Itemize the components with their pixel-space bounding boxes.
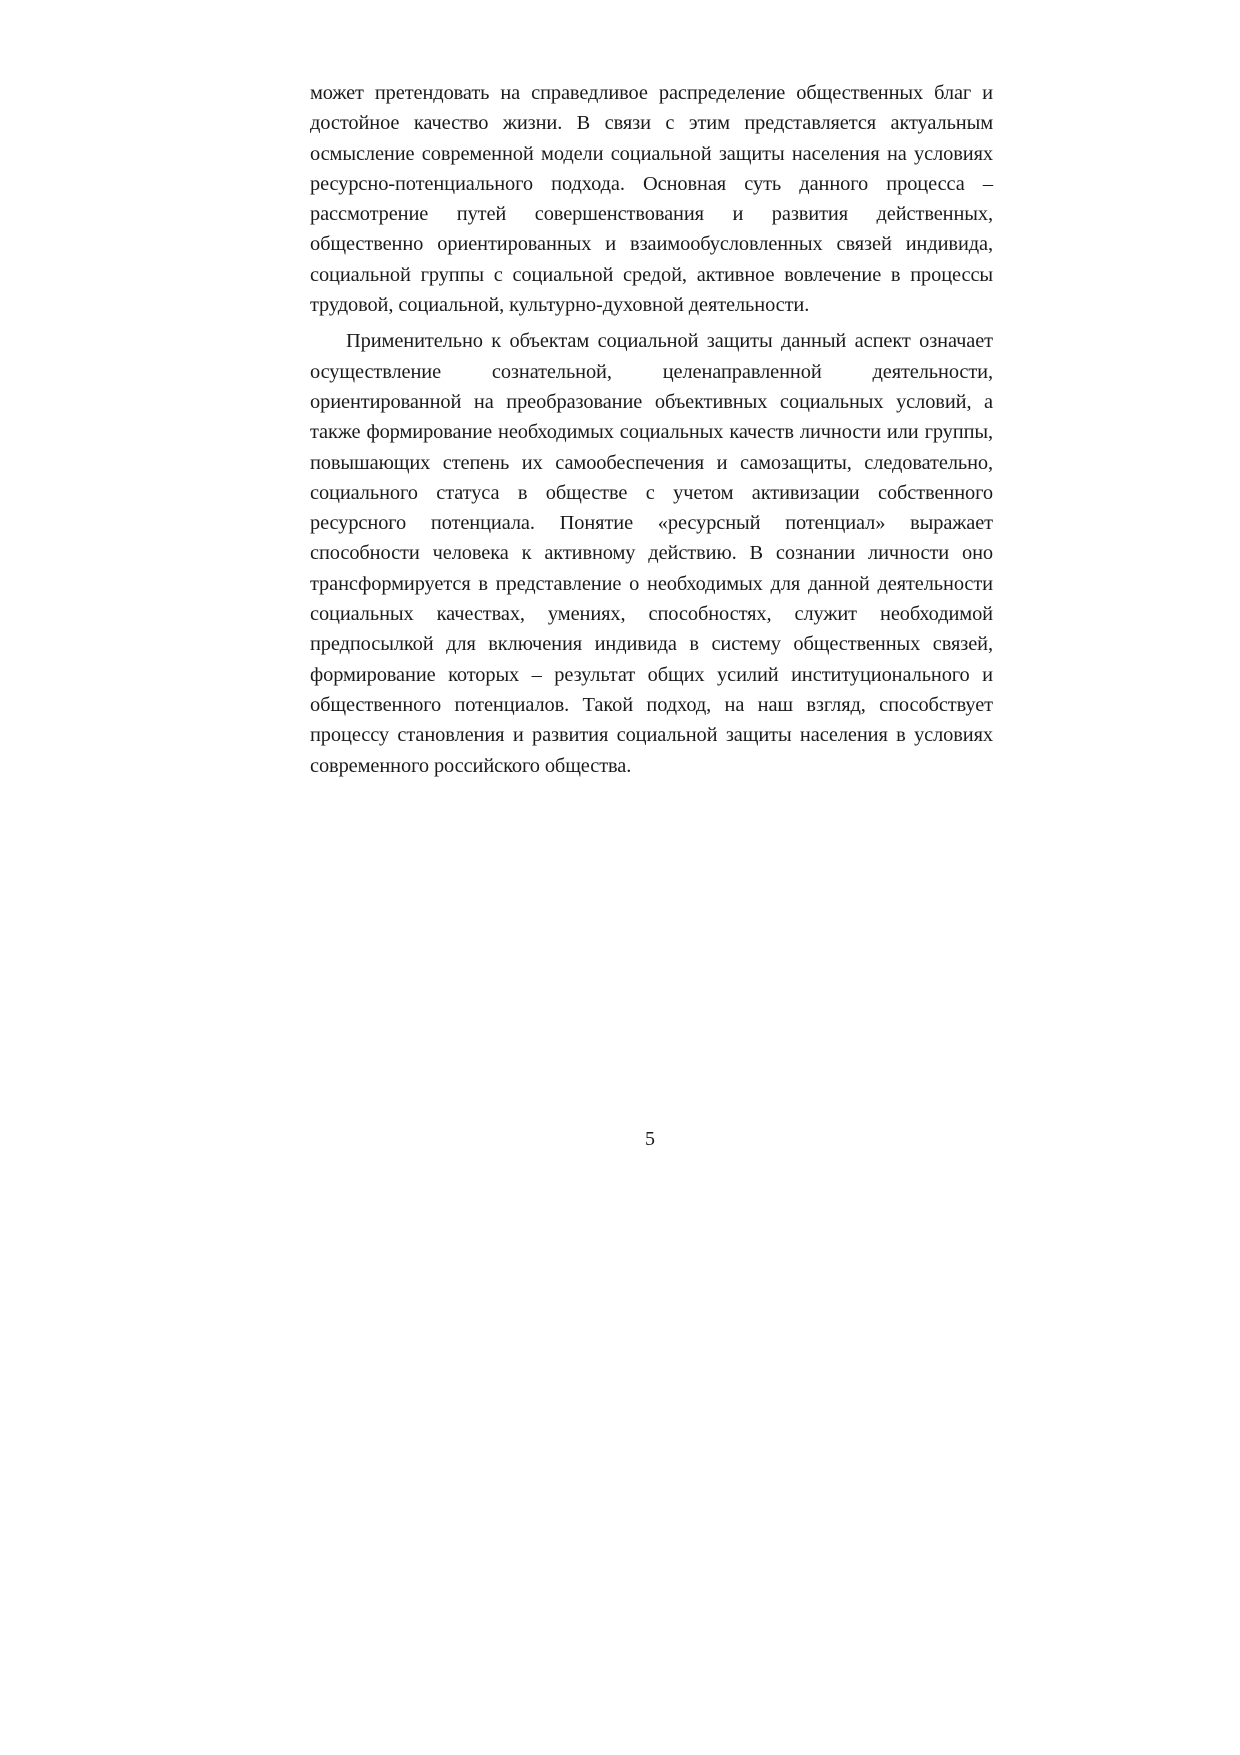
paragraph-continuation: может претендовать на справедливое распределение общественных благ и достойное качество жизни. В связи с этим представляется актуальным осмысление современной модели социальной защиты населения на условиях ресурсно-потенциального подхода. Основная суть данного процесса – рассмотрение путей совершенствования и развития действенных, общественно ориентированных и взаимообусловленных связей индивида, социальной группы с социальной средой, активное вовлечение в процессы трудовой, социальной, культурно-духовной деятельности.	[310, 82, 993, 317]
body-text	[310, 78, 993, 781]
page-number: 5	[645, 1128, 655, 1150]
paragraph-resource-potential: Применительно к объектам социальной защиты данный аспект означает осуществление сознательной, целенаправленной деятельности, ориентированной на преобразование объективных социальных условий, а также формирование необходимых социальных качеств личности или группы, повышающих степень их самообеспечения и самозащиты, следовательно, социального статуса в обществе с учетом активизации собственного ресурсного потенциала. Понятие «ресурсный потенциал» выражает способности человека к активному действию. В сознании личности оно трансформируется в представление о необходимых для данной деятельности социальных качествах, умениях, способностях, служит необходимой предпосылкой для включения индивида в систему общественных связей, формирование которых – результат общих усилий институционального и общественного потенциалов. Такой подход, на наш взгляд, способствует процессу становления и развития социальной защиты населения в условиях современного российского общества.	[310, 330, 993, 777]
